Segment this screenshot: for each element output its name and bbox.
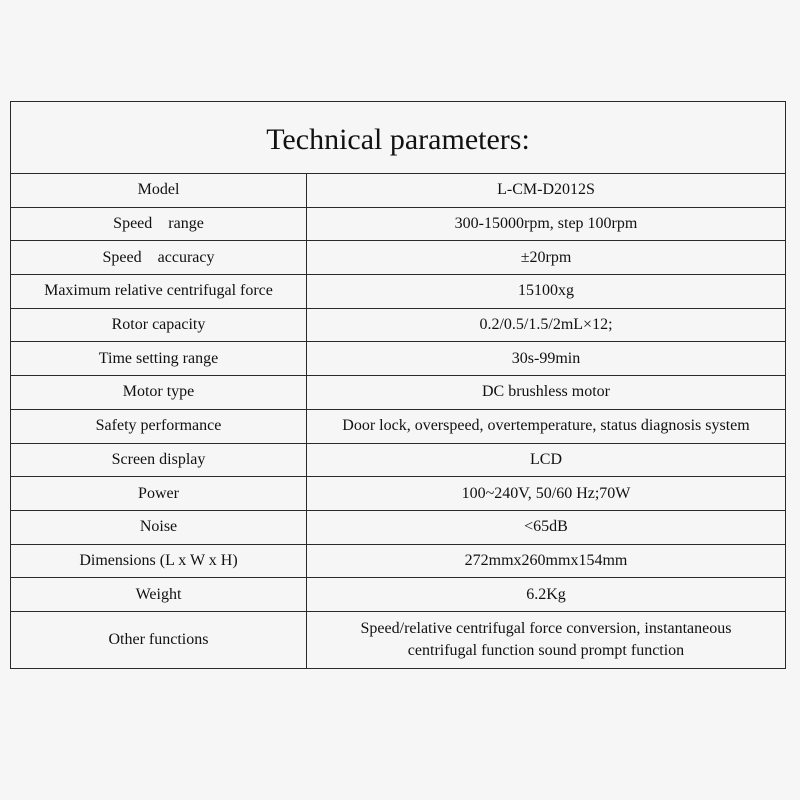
row-label-text: Rotor capacity (111, 316, 206, 334)
row-value: 6.2Kg (307, 578, 786, 612)
table-row (11, 510, 786, 544)
table-row (11, 611, 786, 668)
title-row (11, 102, 786, 174)
row-value: ±20rpm (307, 241, 786, 275)
table-row (11, 174, 786, 208)
row-value: Speed/relative centrifugal force conversion, instantaneous centrifugal function sound prompt function (307, 611, 786, 668)
row-label (11, 477, 307, 511)
table-title: Technical parameters: (11, 102, 786, 174)
row-label-text: Dimensions (L x W x H) (79, 551, 238, 569)
table-row (11, 308, 786, 342)
row-label-text: Noise (139, 518, 178, 536)
row-value: Door lock, overspeed, overtemperature, status diagnosis system (307, 409, 786, 443)
row-value: 30s-99min (307, 342, 786, 376)
row-label (11, 376, 307, 410)
row-label-text: Safety performance (95, 417, 222, 435)
table-row (11, 207, 786, 241)
row-label (11, 308, 307, 342)
row-value: 15100xg (307, 275, 786, 309)
row-value: LCD (307, 443, 786, 477)
table-row (11, 376, 786, 410)
row-value: 100~240V, 50/60 Hz;70W (307, 477, 786, 511)
row-value: DC brushless motor (307, 376, 786, 410)
row-value: <65dB (307, 510, 786, 544)
row-label-text: Screen display (111, 450, 206, 468)
row-label (11, 207, 307, 241)
row-label-text: Other functions (108, 630, 209, 648)
row-label-text: Power (138, 484, 179, 502)
row-label (11, 409, 307, 443)
table-row (11, 409, 786, 443)
table-row (11, 241, 786, 275)
table-row (11, 275, 786, 309)
row-value: 272mmx260mmx154mm (307, 544, 786, 578)
table-row (11, 578, 786, 612)
row-label-text: Weight (135, 585, 182, 603)
table-row (11, 477, 786, 511)
row-label (11, 611, 307, 668)
row-label (11, 578, 307, 612)
row-label (11, 443, 307, 477)
table-row (11, 443, 786, 477)
table-row (11, 544, 786, 578)
row-label-text: Speed range (113, 215, 204, 233)
row-label-text: Time setting range (98, 349, 219, 367)
spec-table (10, 101, 786, 669)
row-label (11, 544, 307, 578)
row-label (11, 241, 307, 275)
row-value: L-CM-D2012S (307, 174, 786, 208)
row-label-text: Maximum relative centrifugal force (44, 282, 273, 300)
row-label (11, 342, 307, 376)
row-value: 300-15000rpm, step 100rpm (307, 207, 786, 241)
row-label (11, 275, 307, 309)
row-label-text: Speed accuracy (102, 248, 215, 266)
row-label-text: Model (137, 181, 180, 199)
row-label (11, 174, 307, 208)
row-value: 0.2/0.5/1.5/2mL×12; (307, 308, 786, 342)
row-label-text: Motor type (122, 383, 195, 401)
table-row (11, 342, 786, 376)
row-label (11, 510, 307, 544)
